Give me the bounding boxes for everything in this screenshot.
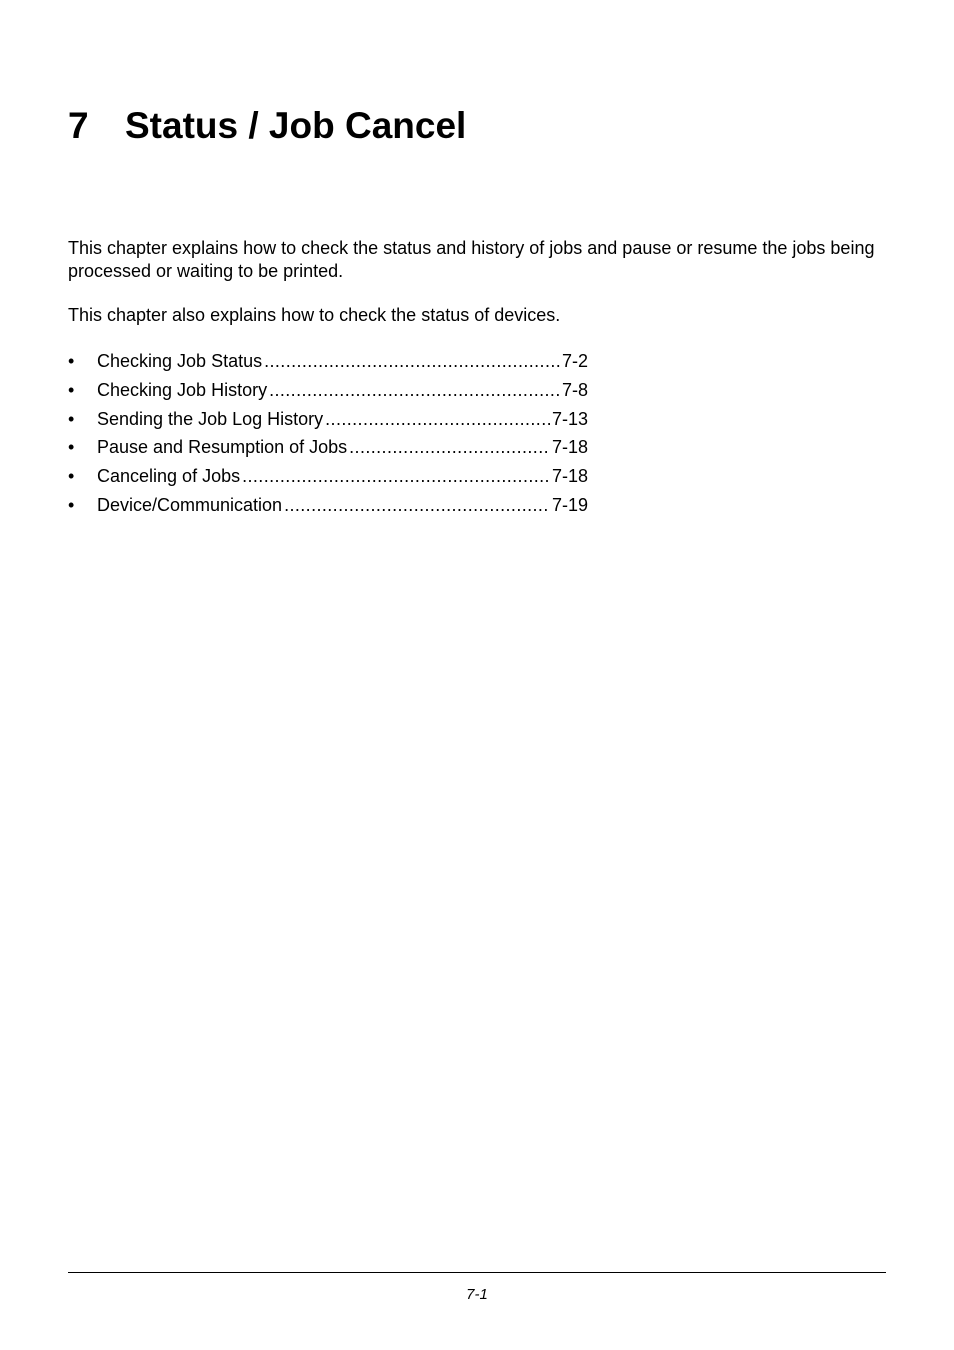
toc-item-title: Checking Job Status (97, 351, 263, 371)
toc-item-checking-job-history[interactable] (68, 376, 588, 405)
toc-item-page: 7-2 (561, 351, 588, 371)
toc-dot-leader (325, 405, 550, 434)
bullet-icon: • (68, 351, 75, 371)
toc-item-title: Checking Job History (97, 379, 268, 400)
toc-item-page: 7-8 (561, 379, 588, 400)
toc-item-title: Sending the Job Log History (97, 408, 324, 429)
toc-dot-leader (284, 491, 550, 520)
toc-dot-leader (242, 462, 550, 491)
toc-item-device-communication[interactable] (68, 491, 588, 520)
toc-item-checking-job-status[interactable] (68, 347, 588, 376)
chapter-number: 7 (68, 105, 89, 146)
toc-dot-leader (269, 376, 560, 405)
intro-paragraph-devices: This chapter also explains how to check the status of devices. (68, 305, 561, 325)
intro-paragraph: This chapter explains how to check the status and history of jobs and pause or resume the jobs being processed or waiting to be printed. (68, 238, 875, 281)
chapter-heading (68, 102, 466, 150)
footer-divider (68, 1272, 886, 1273)
toc-item-canceling-jobs[interactable] (68, 462, 588, 491)
toc-item-title: Device/Communication (97, 494, 283, 515)
toc-item-sending-job-log-history[interactable] (68, 405, 588, 434)
chapter-title: Status / Job Cancel (125, 105, 467, 146)
footer-page-number: 7-1 (466, 1286, 488, 1303)
bullet-icon: • (68, 494, 75, 515)
toc-item-pause-resumption-jobs[interactable] (68, 433, 588, 462)
table-of-contents (68, 347, 588, 520)
toc-dot-leader (264, 347, 560, 376)
bullet-icon: • (68, 466, 75, 487)
toc-dot-leader (349, 433, 550, 462)
toc-item-page: 7-13 (551, 408, 588, 429)
bullet-icon: • (68, 379, 75, 400)
toc-item-page: 7-18 (551, 466, 588, 487)
toc-item-title: Pause and Resumption of Jobs (97, 437, 348, 458)
bullet-icon: • (68, 408, 75, 429)
toc-item-title: Canceling of Jobs (97, 466, 241, 487)
toc-item-page: 7-18 (551, 437, 588, 458)
toc-item-page: 7-19 (551, 494, 588, 515)
bullet-icon: • (68, 437, 75, 458)
